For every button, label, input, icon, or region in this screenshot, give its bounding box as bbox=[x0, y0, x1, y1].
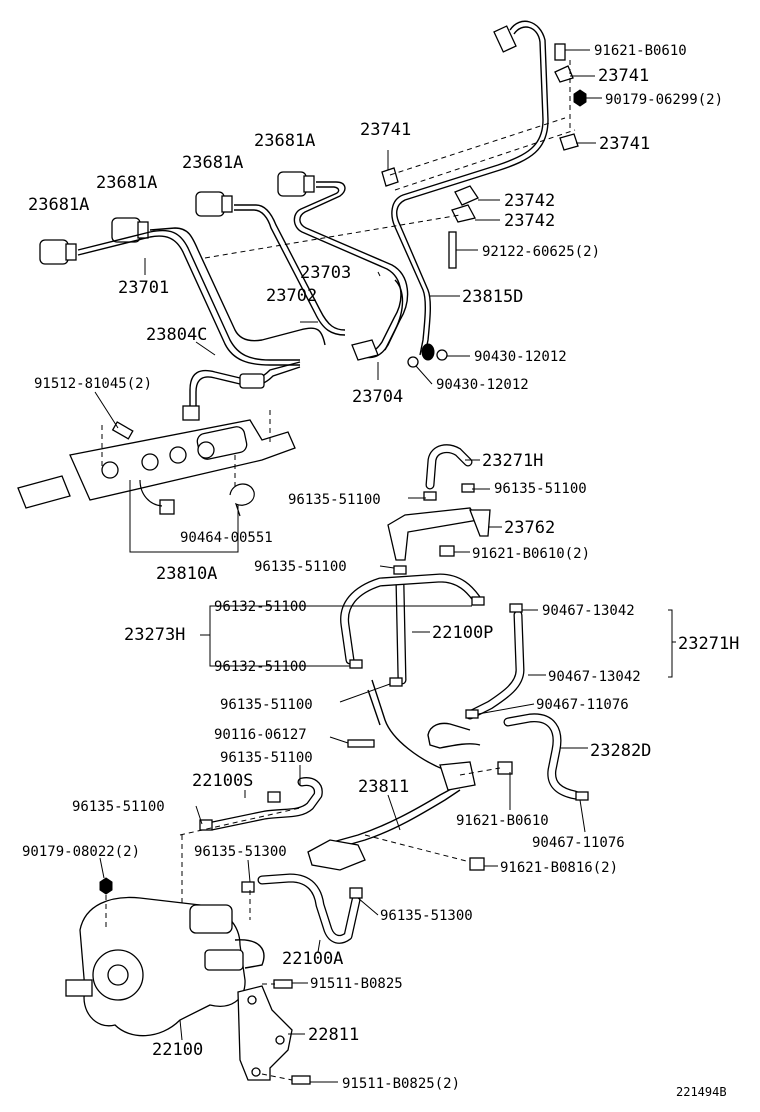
label-96135-51300-a: 96135-51300 bbox=[194, 844, 287, 860]
bolt-91511-a bbox=[274, 980, 292, 988]
clip-96135-d bbox=[390, 678, 402, 686]
label-23681a-3: 23681A bbox=[182, 153, 244, 173]
pipe-23811-c bbox=[428, 723, 480, 748]
nut-90430-b bbox=[408, 357, 418, 367]
injector-1 bbox=[40, 240, 68, 264]
label-23810a: 23810A bbox=[156, 564, 218, 584]
dash-top-1 bbox=[390, 118, 565, 175]
label-90179-08022: 90179-08022(2) bbox=[22, 844, 141, 860]
label-91621-b0816: 91621-B0816(2) bbox=[500, 860, 619, 876]
rail-port-3 bbox=[170, 447, 186, 463]
label-96135-6: 96135-51100 bbox=[72, 799, 165, 815]
clip-96132-a bbox=[472, 597, 484, 605]
label-96135-1: 96135-51100 bbox=[288, 492, 381, 508]
label-92122: 92122-60625(2) bbox=[482, 244, 601, 260]
label-96135-2: 96135-51100 bbox=[494, 481, 587, 497]
clip-96135-a bbox=[424, 492, 436, 500]
pipe-23704 bbox=[385, 280, 403, 350]
bolt-90116 bbox=[348, 740, 374, 747]
clip-96135-51100-5 bbox=[268, 792, 280, 802]
injector-4 bbox=[278, 172, 306, 196]
label-23815d: 23815D bbox=[462, 287, 524, 307]
clip-96132-b bbox=[350, 660, 362, 668]
fitting-23804c bbox=[183, 406, 199, 420]
injector-4-tip bbox=[304, 176, 314, 192]
clip-90467-11076-b bbox=[576, 792, 588, 800]
clip-90464 bbox=[230, 484, 254, 516]
label-91621-b0610-2: 91621-B0610(2) bbox=[472, 546, 591, 562]
label-22100p: 22100P bbox=[432, 623, 494, 643]
clip-96135-c bbox=[394, 566, 406, 574]
injector-2-tip bbox=[138, 222, 148, 238]
label-23681a-2: 23681A bbox=[96, 173, 158, 193]
label-22100a: 22100A bbox=[282, 949, 344, 969]
clamp-23741-b bbox=[560, 134, 578, 150]
label-96135-51300-b: 96135-51300 bbox=[380, 908, 473, 924]
label-23701: 23701 bbox=[118, 278, 170, 298]
clip-96135-b bbox=[462, 484, 474, 492]
pump-cylinder bbox=[190, 905, 232, 933]
clip-96135-51300-b bbox=[350, 888, 362, 898]
label-23282d: 23282D bbox=[590, 741, 652, 761]
label-91621-b0610-3: 91621-B0610 bbox=[456, 813, 549, 829]
clamp-23742-a bbox=[455, 186, 478, 205]
bracket-23762-b bbox=[470, 510, 490, 536]
label-22811: 22811 bbox=[308, 1025, 360, 1045]
label-96135-4: 96135-51100 bbox=[220, 697, 313, 713]
label-90467-11076-b: 90467-11076 bbox=[532, 835, 625, 851]
bolt-91621-top bbox=[555, 44, 565, 60]
nut-90179-top bbox=[574, 90, 586, 106]
label-96132-2: 96132-51100 bbox=[214, 659, 307, 675]
label-91512: 91512-81045(2) bbox=[34, 376, 153, 392]
label-23271h-top: 23271H bbox=[482, 451, 544, 471]
diagram-id: 221494B bbox=[676, 1085, 727, 1099]
hose-23282d bbox=[508, 718, 575, 795]
bracket-23811 bbox=[440, 762, 475, 790]
label-96135-5: 96135-51100 bbox=[220, 750, 313, 766]
label-96135-3: 96135-51100 bbox=[254, 559, 347, 575]
label-91511-b: 91511-B0825(2) bbox=[342, 1076, 461, 1092]
label-23741-c: 23741 bbox=[599, 134, 651, 154]
bracket-23811-b bbox=[308, 840, 365, 870]
clip-90467-13042-a bbox=[510, 604, 522, 612]
label-90430-a: 90430-12012 bbox=[474, 349, 567, 365]
label-91621-b0610-top: 91621-B0610 bbox=[594, 43, 687, 59]
label-23741-b: 23741 bbox=[360, 120, 412, 140]
label-22100s: 22100S bbox=[192, 771, 254, 791]
nut-90179-08022 bbox=[100, 878, 112, 894]
pump-valve bbox=[205, 950, 243, 970]
label-23681a-1: 23681A bbox=[28, 195, 90, 215]
label-23742-b: 23742 bbox=[504, 211, 556, 231]
label-23762: 23762 bbox=[504, 518, 556, 538]
label-90430-b: 90430-12012 bbox=[436, 377, 529, 393]
pressure-sensor bbox=[18, 476, 70, 508]
label-23271h-right: 23271H bbox=[678, 634, 740, 654]
label-90464: 90464-00551 bbox=[180, 530, 273, 546]
pipe-23811-b bbox=[368, 690, 380, 725]
pump-gear-hub bbox=[108, 965, 128, 985]
pump-shaft bbox=[66, 980, 92, 996]
stud-92122 bbox=[449, 232, 456, 268]
top-fitting bbox=[494, 26, 516, 52]
label-23273h: 23273H bbox=[124, 625, 186, 645]
pipe-nut-23815d bbox=[422, 344, 434, 360]
label-90179-06299: 90179-06299(2) bbox=[605, 92, 724, 108]
dash-mid-2 bbox=[365, 835, 470, 862]
label-96132-1: 96132-51100 bbox=[214, 599, 307, 615]
label-23704: 23704 bbox=[352, 387, 404, 407]
label-23811: 23811 bbox=[358, 777, 410, 797]
injector-3-tip bbox=[222, 196, 232, 212]
rail-port-4 bbox=[198, 442, 214, 458]
injector-3 bbox=[196, 192, 224, 216]
nut-90430-a bbox=[437, 350, 447, 360]
clamp-23741-c bbox=[382, 168, 398, 186]
label-90467-13042-a: 90467-13042 bbox=[542, 603, 635, 619]
clamp-23742-b bbox=[452, 205, 475, 222]
clip-90467-11076-a bbox=[466, 710, 478, 718]
label-22100: 22100 bbox=[152, 1040, 204, 1060]
bracket-hole-3 bbox=[276, 1036, 284, 1044]
bolt-91621-b0610-2 bbox=[440, 546, 454, 556]
label-23681a-4: 23681A bbox=[254, 131, 316, 151]
label-23804c: 23804C bbox=[146, 325, 208, 345]
bolt-91621-b0816 bbox=[470, 858, 484, 870]
label-90467-13042-b: 90467-13042 bbox=[548, 669, 641, 685]
label-90467-11076-a: 90467-11076 bbox=[536, 697, 629, 713]
label-23703: 23703 bbox=[300, 263, 352, 283]
bracket-hole-2 bbox=[252, 1068, 260, 1076]
bolt-91511-b bbox=[292, 1076, 310, 1084]
label-91511-a: 91511-B0825 bbox=[310, 976, 403, 992]
label-23741-a: 23741 bbox=[598, 66, 650, 86]
bracket-hole-1 bbox=[248, 996, 256, 1004]
injector-1-tip bbox=[66, 244, 76, 260]
rail-port-2 bbox=[142, 454, 158, 470]
pipe-23811 bbox=[372, 680, 460, 775]
dash-top-3 bbox=[205, 215, 460, 258]
rail-port-1 bbox=[102, 462, 118, 478]
label-23742-a: 23742 bbox=[504, 191, 556, 211]
clamp-23804c bbox=[240, 374, 264, 388]
label-90116: 90116-06127 bbox=[214, 727, 307, 743]
bracket-22811 bbox=[238, 986, 292, 1080]
label-23702: 23702 bbox=[266, 286, 318, 306]
clip-96135-51300-a bbox=[242, 882, 254, 892]
connector-23810a bbox=[160, 500, 174, 514]
dash-top-2 bbox=[395, 130, 575, 190]
